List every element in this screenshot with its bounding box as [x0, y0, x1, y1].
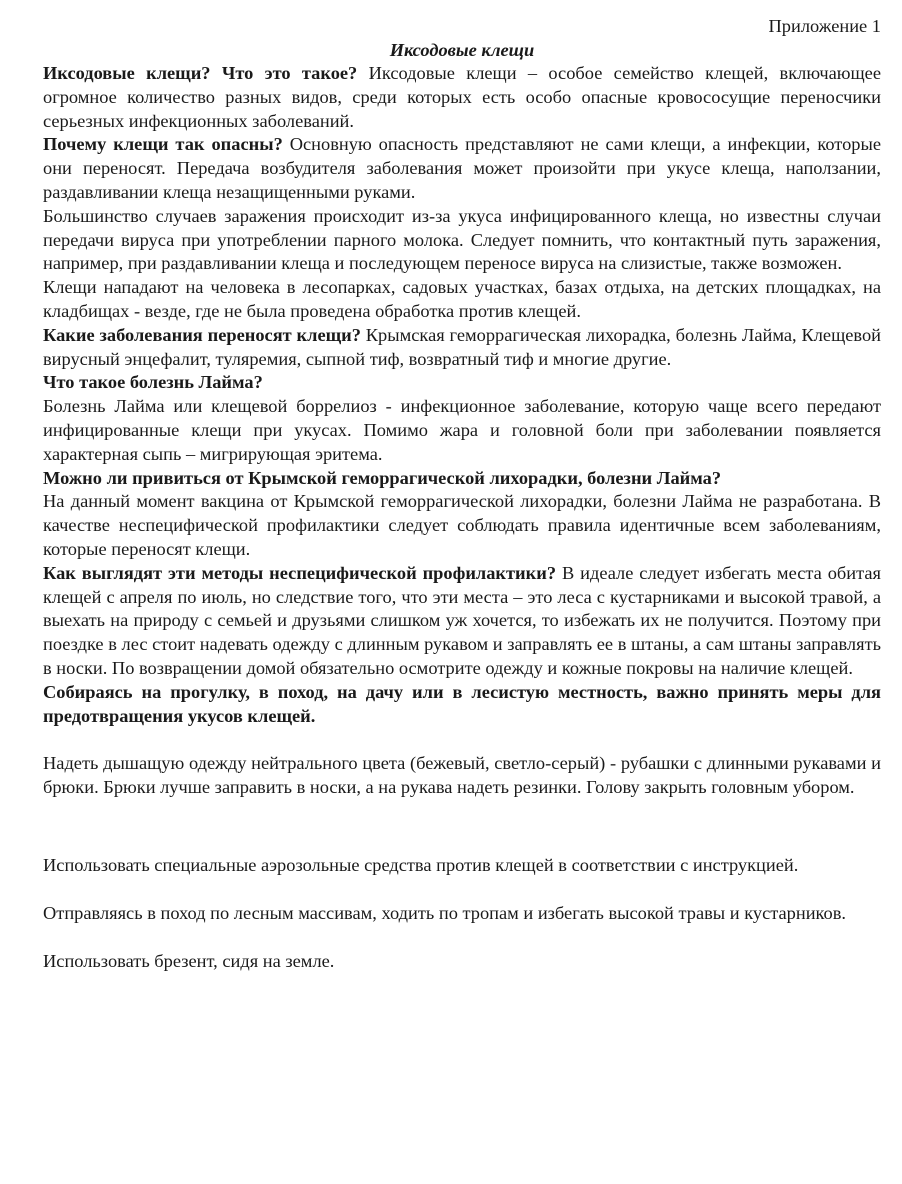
- vaccine-answer: На данный момент вакцина от Крымской геморрагической лихорадки, болезни Лайма не разработана. В качестве неспецифической профилактики следует соблюдать правила идентичные всем заболеваниям, которые переносят клещи.: [43, 491, 881, 559]
- measure-item: Надеть дышащую одежду нейтрального цвета (бежевый, светло-серый) - рубашки с длинными рукавами и брюки. Брюки лучше заправить в носки, а на рукава надеть резинки. Голову закрыть головным убором.: [43, 753, 881, 798]
- spacer: [43, 728, 881, 752]
- places-paragraph: Клещи нападают на человека в лесопарках, садовых участках, базах отдыха, на детских площадках, на кладбищах - везде, где не была проведена обработка против клещей.: [43, 277, 881, 321]
- diseases-answer: Крымская геморрагическая лихорадка, болезнь Лайма, Клещевой вирусный энцефалит, туляремия, сыпной тиф, возвратный тиф и многие другие.: [43, 324, 881, 369]
- measures-heading: [43, 681, 881, 729]
- intro-paragraph: [43, 62, 881, 133]
- diseases-paragraph: [43, 324, 881, 372]
- lyme-question-text: Что такое болезнь Лайма?: [43, 372, 263, 393]
- danger-paragraph: [43, 133, 881, 204]
- lyme-question: [43, 371, 881, 395]
- spacer: [43, 878, 881, 902]
- measure-item: Использовать специальные аэрозольные средства против клещей в соответствии с инструкцией.: [43, 854, 799, 875]
- intro-answer: Иксодовые клещи – особое семейство клещей, включающее огромное количество разных видов, среди которых есть особо опасные кровососущие переносчики серьезных инфекционных заболеваний.: [43, 63, 881, 131]
- diseases-question: Какие заболевания переносят клещи?: [43, 324, 361, 345]
- infection-paragraph: Большинство случаев заражения происходит из-за укуса инфицированного клеща, но известны случаи передачи вируса при употреблении парного молока. Следует помнить, что контактный путь заражения, например, при раздавливании клеща и последующем переносе вируса на слизистые, также возможен.: [43, 205, 881, 274]
- measure-item: Отправляясь в поход по лесным массивам, ходить по тропам и избегать высокой травы и кустарников.: [43, 902, 847, 923]
- prevention-question: Как выглядят эти методы неспецифической профилактики?: [43, 562, 557, 583]
- measures-heading-text: Собираясь на прогулку, в поход, на дачу или в лесистую местность, важно принять меры для предотвращения укусов клещей.: [43, 681, 881, 726]
- measure-item: Использовать брезент, сидя на земле.: [43, 950, 335, 971]
- document-page: [43, 14, 881, 973]
- vaccine-question-text: Можно ли привиться от Крымской геморрагической лихорадки, болезни Лайма?: [43, 467, 722, 488]
- intro-question: Иксодовые клещи? Что это такое?: [43, 63, 358, 83]
- danger-answer: Основную опасность представляют не сами клещи, а инфекции, которые они переносят. Передача возбудителя заболевания может произойти при укусе клеща, наползании, раздавливании клеща незащищенными руками.: [43, 134, 882, 202]
- spacer: [43, 926, 881, 950]
- prevention-paragraph: [43, 562, 881, 681]
- document-title: Иксодовые клещи: [389, 40, 535, 60]
- spacer: [43, 800, 881, 854]
- prevention-answer: В идеале следует избегать места обитая клещей с апреля по июль, но следствие того, что эти места – это леса с кустарниками и высокой травой, а выехать на природу с семьей и друзьями слишком уж хочется, то избежать их не получится. Поэтому при поездке в лес стоит надевать одежду с длинным рукавом и заправлять ее в штаны, а сам штаны заправлять в носки. По возвращении домой обязательно осмотрите одежду и кожные покровы на наличие клещей.: [43, 562, 881, 678]
- lyme-answer: Болезнь Лайма или клещевой боррелиоз - инфекционное заболевание, которую чаще всего передают инфицированные клещи при укусах. Помимо жара и головной боли при заболевании появляется характерная сыпь – мигрирующая эритема.: [43, 396, 881, 464]
- appendix-label: Приложение 1: [768, 16, 881, 36]
- danger-question: Почему клещи так опасны?: [43, 134, 283, 155]
- vaccine-question: [43, 467, 881, 491]
